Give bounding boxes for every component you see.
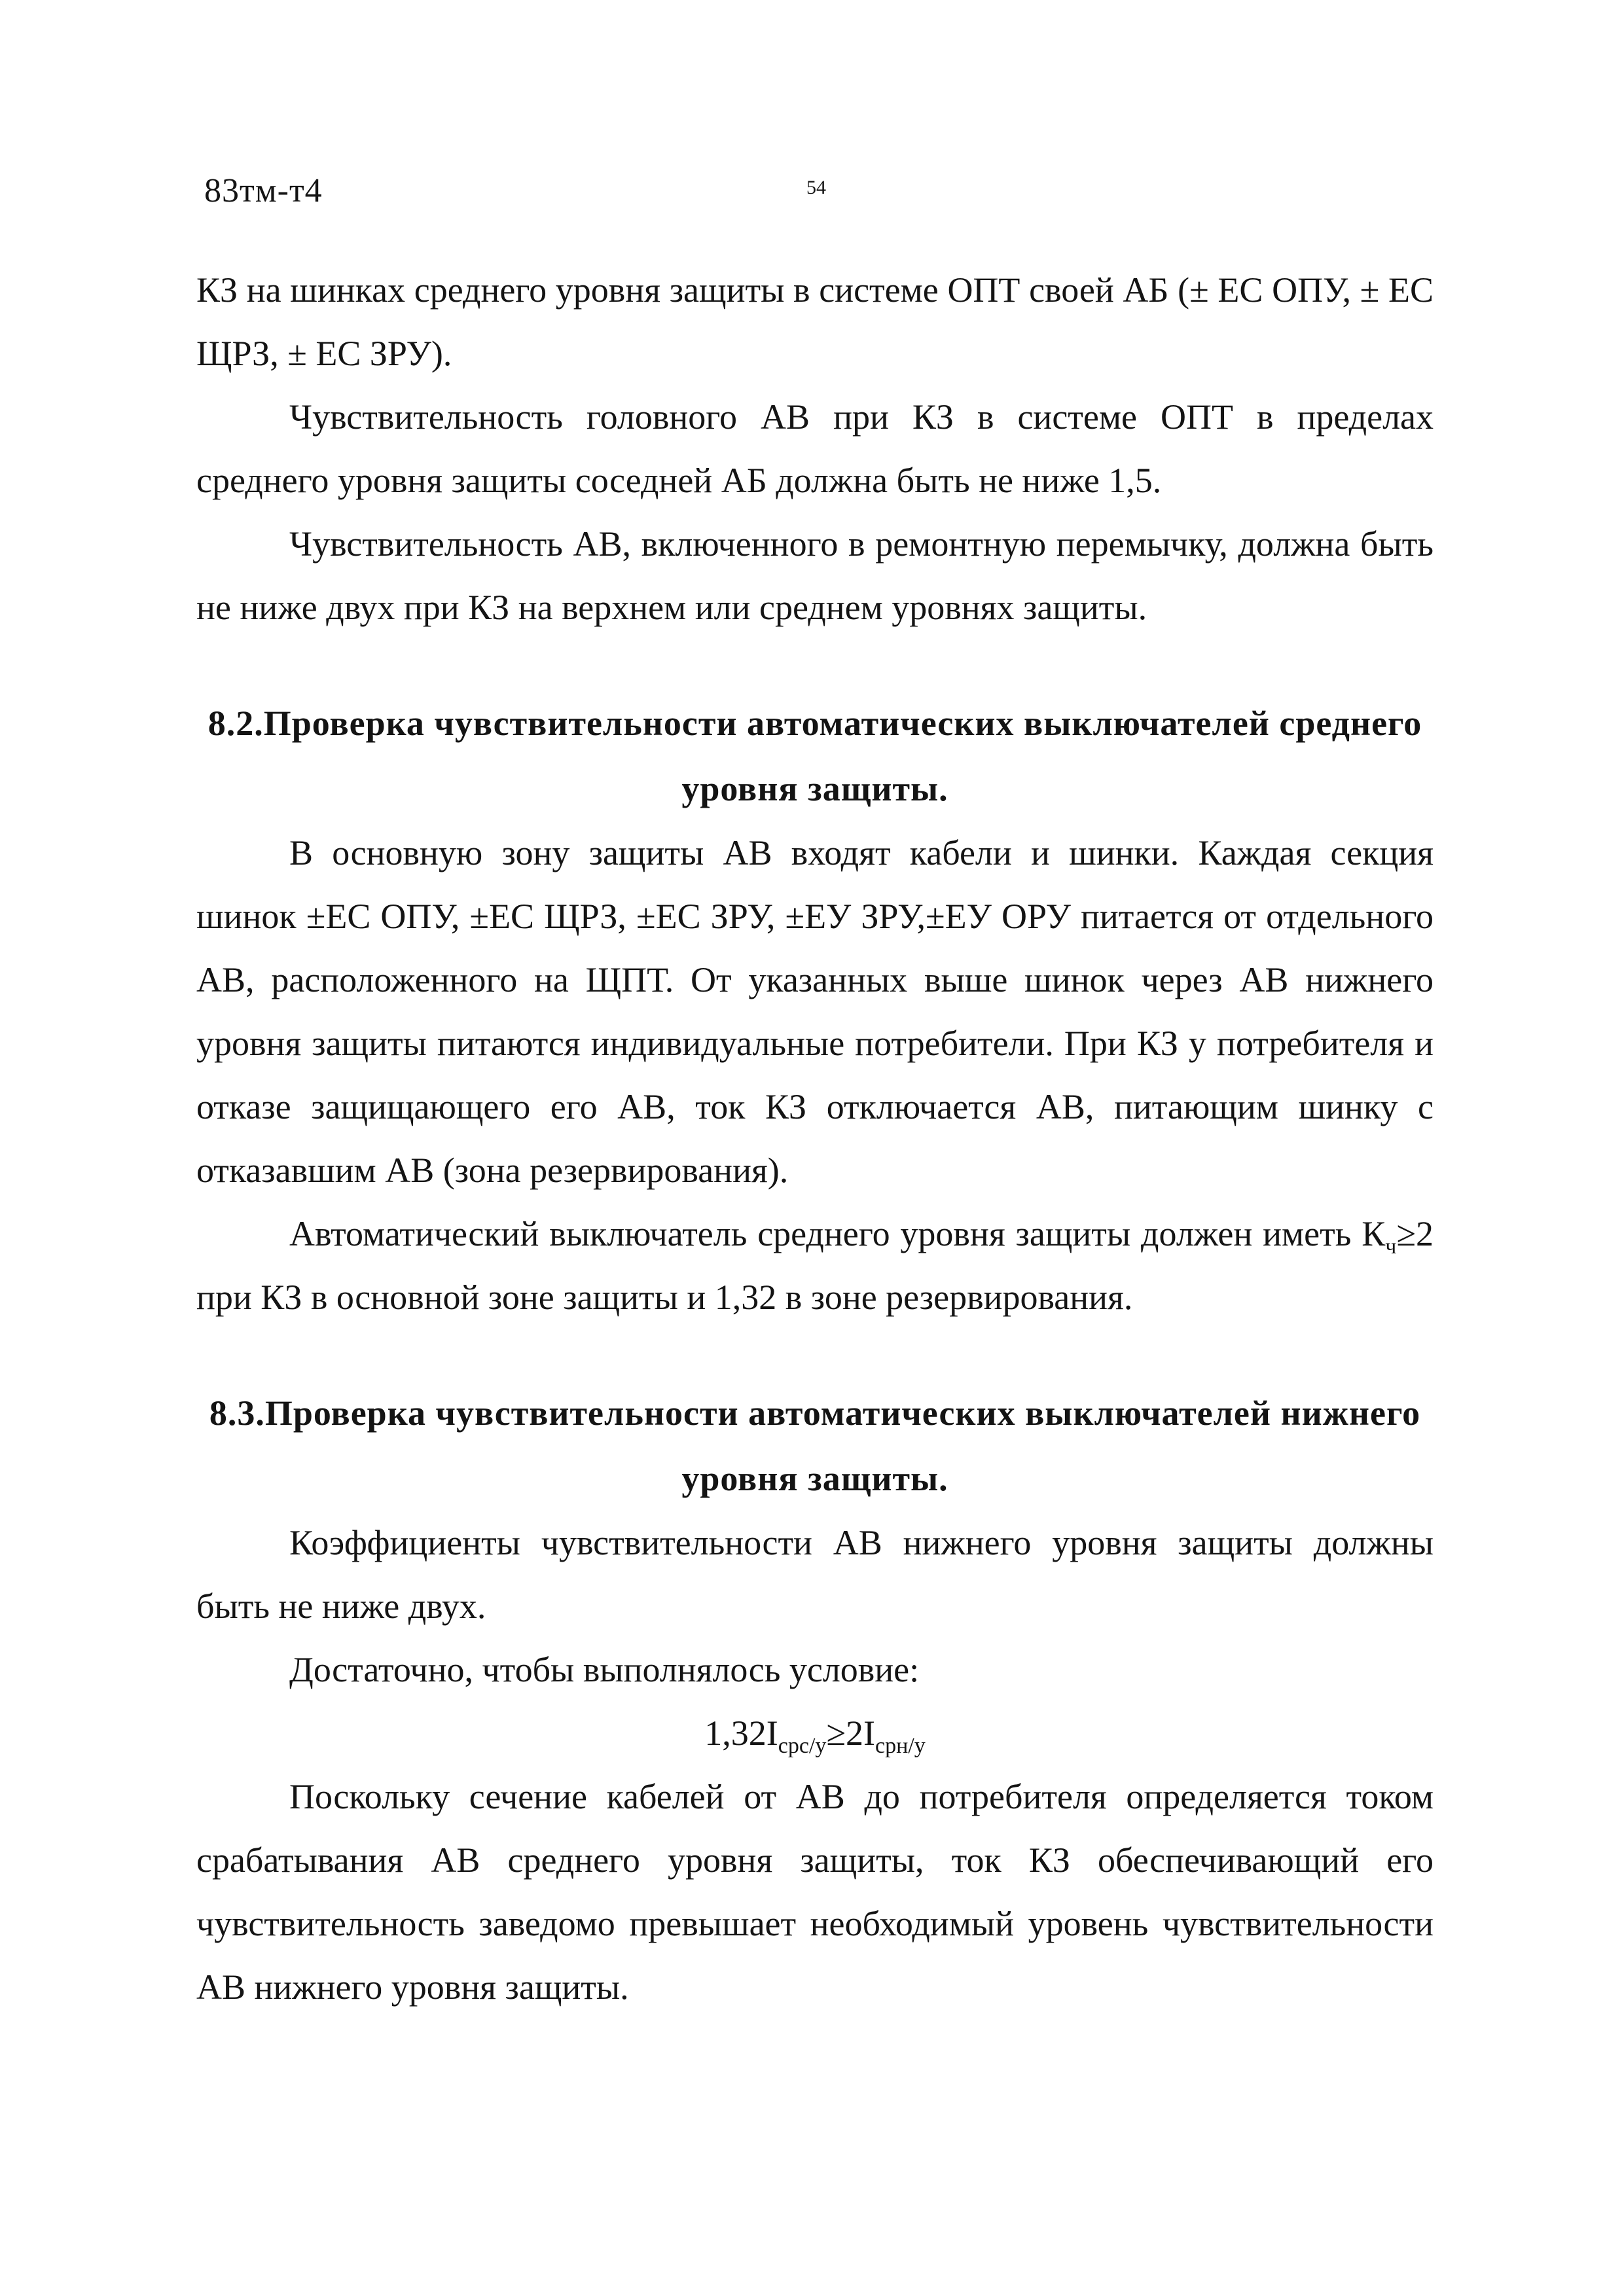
formula-right: 2I — [846, 1713, 875, 1753]
text-segment: ≥2 при КЗ в основной зоне защиты и 1,32 в зоне резервирования. — [196, 1214, 1434, 1317]
paragraph-lower-level-coefficients: Коэффициенты чувствительности АВ нижнего уровня защиты должны быть не ниже двух. — [196, 1523, 1434, 1626]
formula-relation: ≥ — [826, 1713, 846, 1753]
section-heading-8-3: 8.3.Проверка чувствительности автоматических выключателей нижнего уровня защиты. — [209, 1393, 1421, 1498]
document-code: 83тм-т4 — [204, 172, 323, 209]
text-segment: Автоматический выключатель среднего уровня защиты должен иметь К — [289, 1214, 1386, 1253]
paragraph-main-protection-zone: В основную зону защиты АВ входят кабели и шинки. Каждая секция шинок ±ЕС ОПУ, ±ЕС ЩРЗ, ±ЕС ЗРУ, ±ЕУ ЗРУ,±ЕУ ОРУ питается от отдельного АВ, расположенного на ЩПТ. От указанных выше шинок через АВ нижнего уровня защиты питаются индивидуальные потребители. При КЗ у потребителя и отказе защищающего его АВ, ток КЗ отключается АВ, питающим шинку с отказавшим АВ (зона резервирования). — [196, 833, 1434, 1190]
spacer — [196, 639, 1434, 691]
paragraph-continuation: КЗ на шинках среднего уровня защиты в системе ОПТ своей АБ (± ЕС ОПУ, ± ЕС ЩРЗ, ± ЕС ЗРУ). — [196, 270, 1434, 373]
subscript: ч — [1385, 1234, 1397, 1259]
paragraph-head-breaker-sensitivity: Чувствительность головного АВ при КЗ в системе ОПТ в пределах среднего уровня защиты соседней АБ должна быть не ниже 1,5. — [196, 397, 1434, 500]
spacer — [196, 1329, 1434, 1380]
formula-left: 1,32I — [704, 1713, 778, 1753]
page-number: 54 — [806, 177, 826, 198]
paragraph-condition-intro: Достаточно, чтобы выполнялось условие: — [289, 1650, 920, 1689]
section-heading-8-2: 8.2.Проверка чувствительности автоматических выключателей среднего уровня защиты. — [208, 704, 1422, 808]
formula-condition — [196, 1702, 1434, 1765]
paragraph-cable-section-conclusion: Поскольку сечение кабелей от АВ до потребителя определяется током срабатывания АВ среднего уровня защиты, ток КЗ обеспечивающий его чувствительность заведомо превышает необходимый уровень чувствительности АВ нижнего уровня защиты. — [196, 1777, 1434, 2007]
formula-left-subscript: срс/у — [778, 1733, 827, 1758]
document-body — [196, 259, 1434, 2019]
paragraph-repair-jumper-sensitivity: Чувствительность АВ, включенного в ремонтную перемычку, должна быть не ниже двух при КЗ на верхнем или среднем уровнях защиты. — [196, 524, 1434, 627]
formula-right-subscript: срн/у — [875, 1733, 926, 1758]
paragraph-middle-level-requirement — [196, 1202, 1434, 1329]
